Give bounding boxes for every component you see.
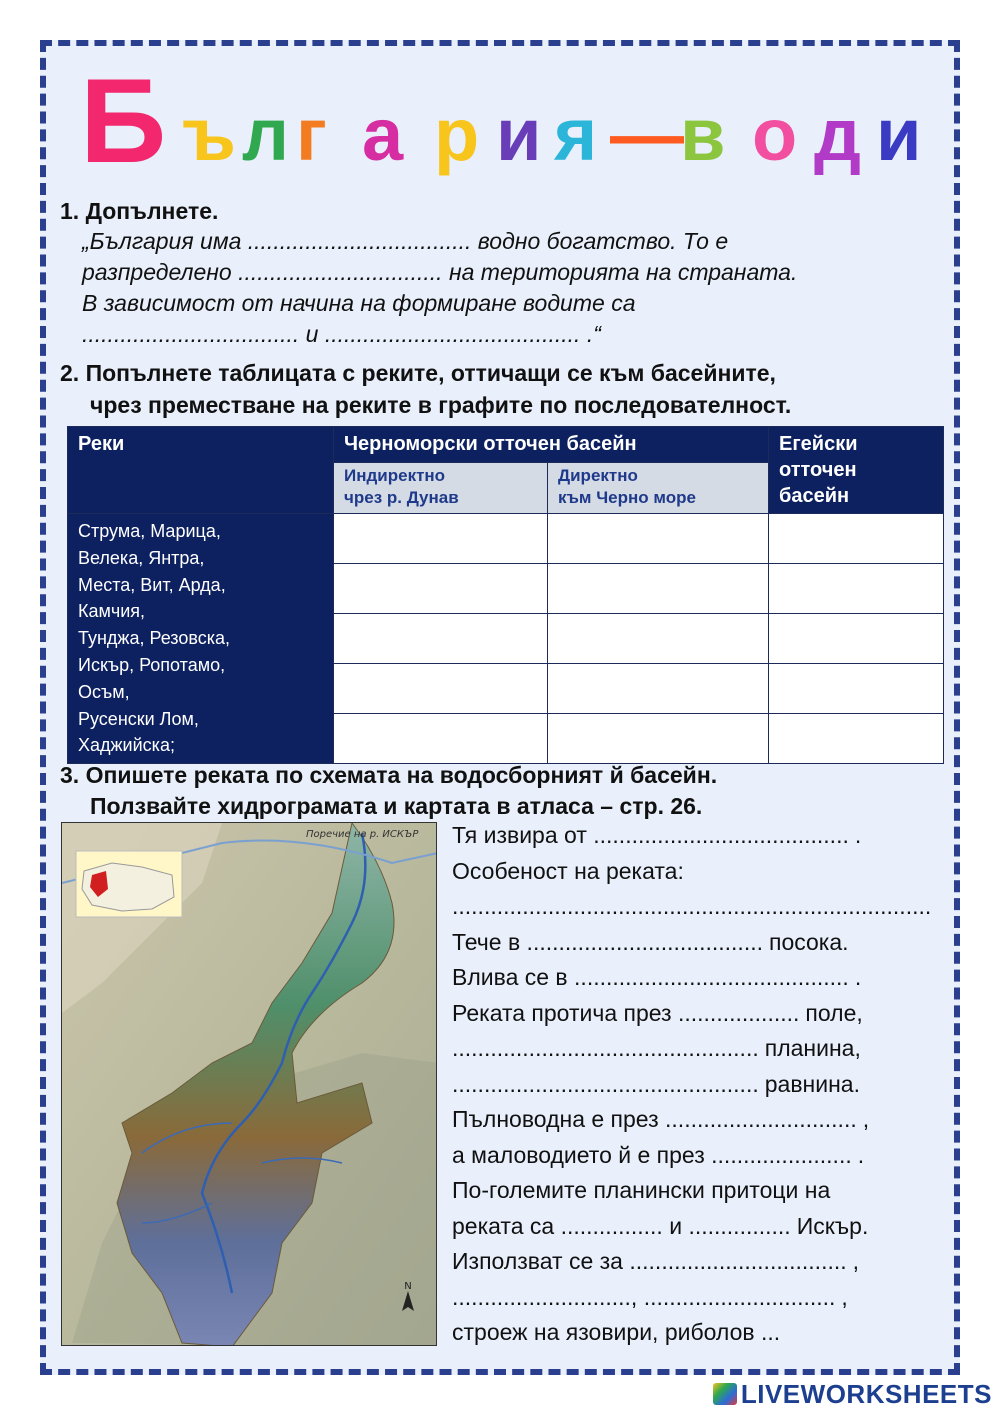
drop-cell[interactable] — [769, 564, 944, 614]
answer-line-suffix: , — [841, 1283, 848, 1310]
drop-cell[interactable] — [548, 514, 769, 564]
answer-line-suffix: , — [862, 1106, 870, 1132]
answer-line-text[interactable]: По-големите планински притоци на — [452, 1177, 831, 1203]
answer-line — [452, 1315, 780, 1351]
answer-line-suffix: . — [854, 964, 862, 990]
title-letter: о — [752, 93, 798, 176]
answer-line-suffix: поле, — [805, 999, 863, 1026]
drop-cell[interactable] — [548, 614, 769, 664]
answer-line — [452, 1031, 861, 1067]
answer-line — [452, 960, 861, 996]
answer-line-text[interactable]: Пълноводна е през .............................. — [452, 1106, 857, 1132]
question-1-line: разпределено ................................ на територията на страната. — [82, 259, 798, 285]
map-north-label: N — [404, 1281, 412, 1292]
title-letter: я — [554, 93, 598, 176]
title-letter: — — [610, 93, 684, 176]
answer-line — [452, 1173, 830, 1209]
answer-line-text[interactable]: ................................................ — [452, 1035, 759, 1061]
river-list-item[interactable]: Русенски Лом, — [78, 708, 199, 729]
answer-line-text[interactable]: строеж на язовири, риболов ... — [452, 1319, 781, 1345]
title-letter: в — [680, 93, 726, 176]
river-list-item[interactable]: Хаджийска; — [78, 735, 175, 756]
answer-line-text[interactable]: Използват се за .................................. — [452, 1248, 847, 1274]
answer-line — [452, 1067, 860, 1103]
title-letter: и — [876, 93, 922, 176]
answer-line — [452, 1138, 864, 1174]
answer-line-text[interactable]: Тече в ..................................... — [452, 928, 763, 955]
page-title — [80, 54, 940, 192]
answer-line-text[interactable]: ................................................ — [452, 1070, 759, 1097]
answer-line-text[interactable]: Тя извира от ........................................ — [452, 822, 849, 848]
title-letter: и — [496, 93, 542, 176]
answer-line-text[interactable]: ........................................................................... — [452, 893, 932, 919]
drop-cell[interactable] — [334, 664, 548, 714]
answer-line — [452, 925, 849, 961]
header-black-sea-basin: Черноморски отточен басейн — [334, 427, 769, 463]
drop-cell[interactable] — [334, 514, 548, 564]
answer-line — [452, 818, 861, 854]
answer-line — [452, 1244, 859, 1280]
question-2-heading: 2. Попълнете таблицата с реките, оттичащи се към басейните, — [60, 360, 776, 386]
answer-line — [452, 996, 863, 1032]
title-letter: л — [242, 93, 290, 176]
drop-cell[interactable] — [769, 664, 944, 714]
river-list-item[interactable]: Места, Вит, Арда, — [78, 574, 226, 595]
question-1-line: „България има ................................... водно богатство. То е — [82, 228, 729, 254]
answer-line-text[interactable]: а маловодието й е през ...................... — [452, 1141, 852, 1168]
question-3-heading: 3. Опишете реката по схемата на водосборният й басейн. — [60, 762, 718, 788]
drop-cell[interactable] — [334, 714, 548, 764]
footer-brand-text: LIVEWORKSHEETS — [740, 1378, 992, 1409]
answer-line — [452, 1209, 868, 1245]
title-letter: г — [296, 93, 327, 176]
question-1-line: В зависимост от начина на формиране водите са — [82, 290, 636, 316]
question-2-heading-cont: чрез преместване на реките в графите по последователност. — [90, 392, 792, 418]
liveworksheets-logo-icon — [713, 1383, 737, 1405]
answer-line-text[interactable]: реката са ................ и ................ — [452, 1212, 791, 1239]
answer-line-text[interactable]: Влива се в ........................................... — [452, 964, 849, 990]
question-1-heading: 1. Допълнете. — [60, 198, 219, 224]
title-letter: а — [362, 93, 404, 176]
answer-line — [452, 1280, 848, 1316]
question-1-line: .................................. и ........................................ .“ — [82, 321, 601, 347]
river-list-item[interactable]: Камчия, — [78, 601, 146, 622]
answer-line-suffix: равнина. — [764, 1070, 860, 1097]
river-list — [68, 514, 334, 764]
drop-cell[interactable] — [769, 514, 944, 564]
answer-line-suffix: , — [852, 1248, 860, 1274]
drop-cell[interactable] — [334, 564, 548, 614]
map-graphic — [62, 823, 437, 1346]
title-letter: д — [814, 93, 861, 176]
answer-line-suffix: планина, — [764, 1035, 861, 1061]
title-letter: р — [434, 93, 480, 176]
drop-cell[interactable] — [548, 714, 769, 764]
map-caption: Поречие на р. ИСКЪР — [306, 829, 419, 840]
footer-brand — [713, 1378, 992, 1410]
answer-line-suffix: . — [857, 1141, 865, 1168]
drop-cell[interactable] — [769, 614, 944, 664]
answer-line-text[interactable]: ............................, .............................. — [452, 1283, 836, 1310]
river-list-item[interactable]: Осъм, — [78, 681, 130, 702]
drop-cell[interactable] — [548, 564, 769, 614]
header-direct: Директно към Черно море — [548, 463, 769, 514]
drop-cell[interactable] — [334, 614, 548, 664]
answer-line-suffix: посока. — [769, 928, 849, 955]
answer-line — [452, 854, 684, 890]
answer-line-text[interactable]: Реката протича през ................... — [452, 999, 800, 1026]
answer-line-text[interactable]: Особеност на реката: — [452, 857, 684, 884]
river-list-item[interactable]: Струма, Марица, — [78, 521, 221, 541]
header-indirect: Индиректно чрез р. Дунав — [334, 463, 548, 514]
drop-cell[interactable] — [769, 714, 944, 764]
river-list-item[interactable]: Тунджа, Резовска, — [78, 628, 231, 649]
drop-cell[interactable] — [548, 664, 769, 714]
header-aegean-basin: Егейски отточен басейн — [769, 427, 944, 514]
question-3-heading-cont: Ползвайте хидрограмата и картата в атласа – стр. 26. — [90, 793, 703, 819]
answer-line — [452, 889, 931, 925]
title-letter: Б — [80, 54, 167, 188]
river-list-item[interactable]: Искър, Ропотамо, — [78, 654, 226, 675]
answer-line-suffix: Искър. — [796, 1212, 869, 1239]
title-letter: ъ — [182, 93, 236, 176]
header-rivers: Реки — [68, 427, 334, 514]
rivers-table — [67, 426, 944, 764]
answer-line-suffix: . — [854, 822, 862, 848]
answer-line — [452, 1102, 869, 1138]
river-list-item[interactable]: Велека, Янтра, — [78, 547, 205, 568]
iskar-basin-map — [61, 822, 437, 1346]
